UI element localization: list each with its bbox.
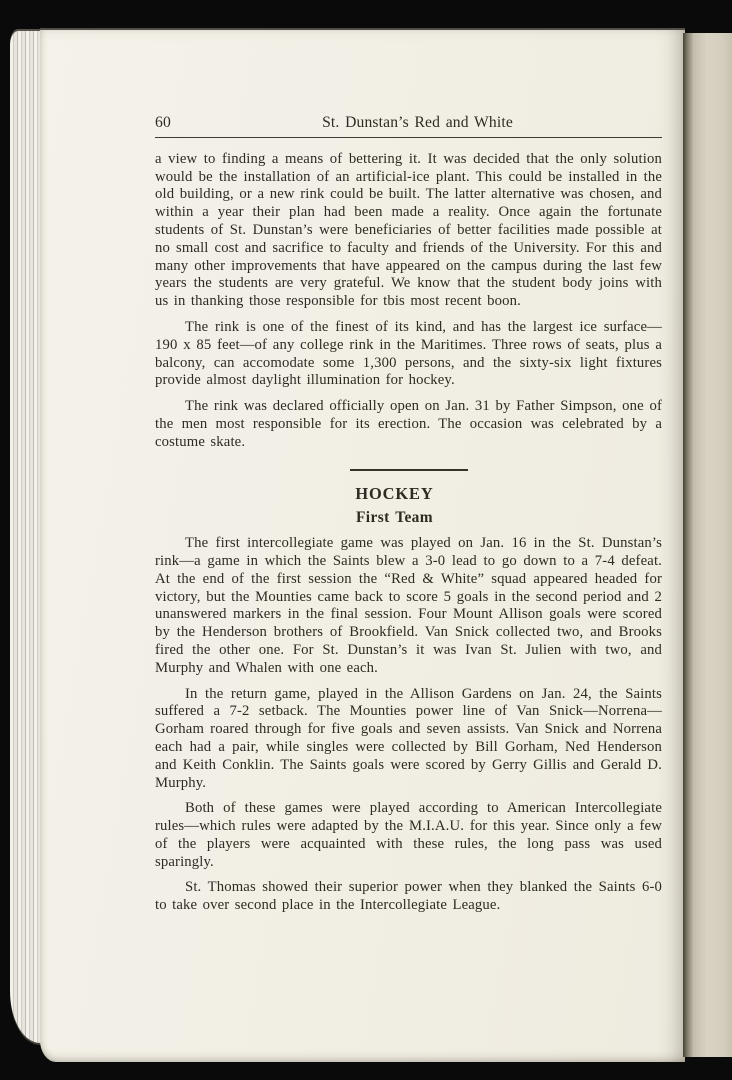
paragraph-rink-description: The rink is one of the finest of its kind, and has the largest ice surface—190 x 85 feet—of any college rink in the Maritimes. Three rows of seats, plus a balcony, can accomodate some 1,300 persons, and the sixty-six light fixtures provide almost daylight illumination for hockey. [155,318,662,389]
paragraph-continued-1: a view to finding a means of bettering it. It was decided that the only solution would be the installation of an artificial-ice plant. This could be installed in the old building, or a new rink could be built. The latter alternative was chosen, and within a year their plan had been made a reality. Once again the fortunate students of St. Dunstan’s were beneficiaries of better facilities made possible at no small cost and sacrifice to faculty and friends of the University. For this and many other improvements that have appeared on the campus during the last few years the students are very grateful. We know that the student body joins with us in thanking those responsible for tbis most recent boon. [155,150,662,310]
page-content [40,30,685,1062]
section-divider [350,469,468,471]
paragraph-first-game: The first intercollegiate game was played on Jan. 16 in the St. Dunstan’s rink—a game in which the Saints blew a 3-0 lead to go down to a 7-4 defeat. At the end of the first session the “Red & White” squad appeared headed for victory, but the Mounties came back to score 5 goals in the second period and 2 unanswered markers in the final session. Four Mount Allison goals were scored by the Henderson brothers of Brookfield. Van Snick collected two, and Brooks fired the other one. For St. Dunstan’s it was Ivan St. Julien with two, and Murphy and Whalen with one each. [155,535,662,676]
paragraph-st-thomas: St. Thomas showed their superior power when they blanked the Saints 6-0 to take over second place in the Intercollegiate League. [155,879,662,914]
paragraph-rules: Both of these games were played according to American Intercollegiate rules—which rules were adapted by the M.I.A.U. for this year. Since only a few of the players were acquainted with these rules, the long pass was used sparingly. [155,800,662,870]
running-header [155,114,662,132]
book-page [40,28,685,1062]
page-number: 60 [155,114,171,131]
facing-page-edge [683,33,732,1057]
section-heading: HOCKEY [355,483,434,503]
paragraph-rink-opening: The rink was declared officially open on Jan. 31 by Father Simpson, one of the men most responsible for its erection. The occasion was celebrated by a costume skate. [155,398,662,450]
paragraph-return-game: In the return game, played in the Allison Gardens on Jan. 24, the Saints suffered a 7-2 setback. The Mounties power line of Van Snick—Norrena—Gorham roared through for five goals and seven assists. Van Snick and Norrena each had a pair, while singles were collected by Bill Gorham, Ned Henderson and Keith Conklin. The Saints goals were scored by Gerry Gillis and Gerald D. Murphy. [155,685,662,791]
running-title: St. Dunstan’s Red and White [322,114,513,131]
subsection-heading: First Team [356,509,433,527]
header-rule [155,137,662,138]
